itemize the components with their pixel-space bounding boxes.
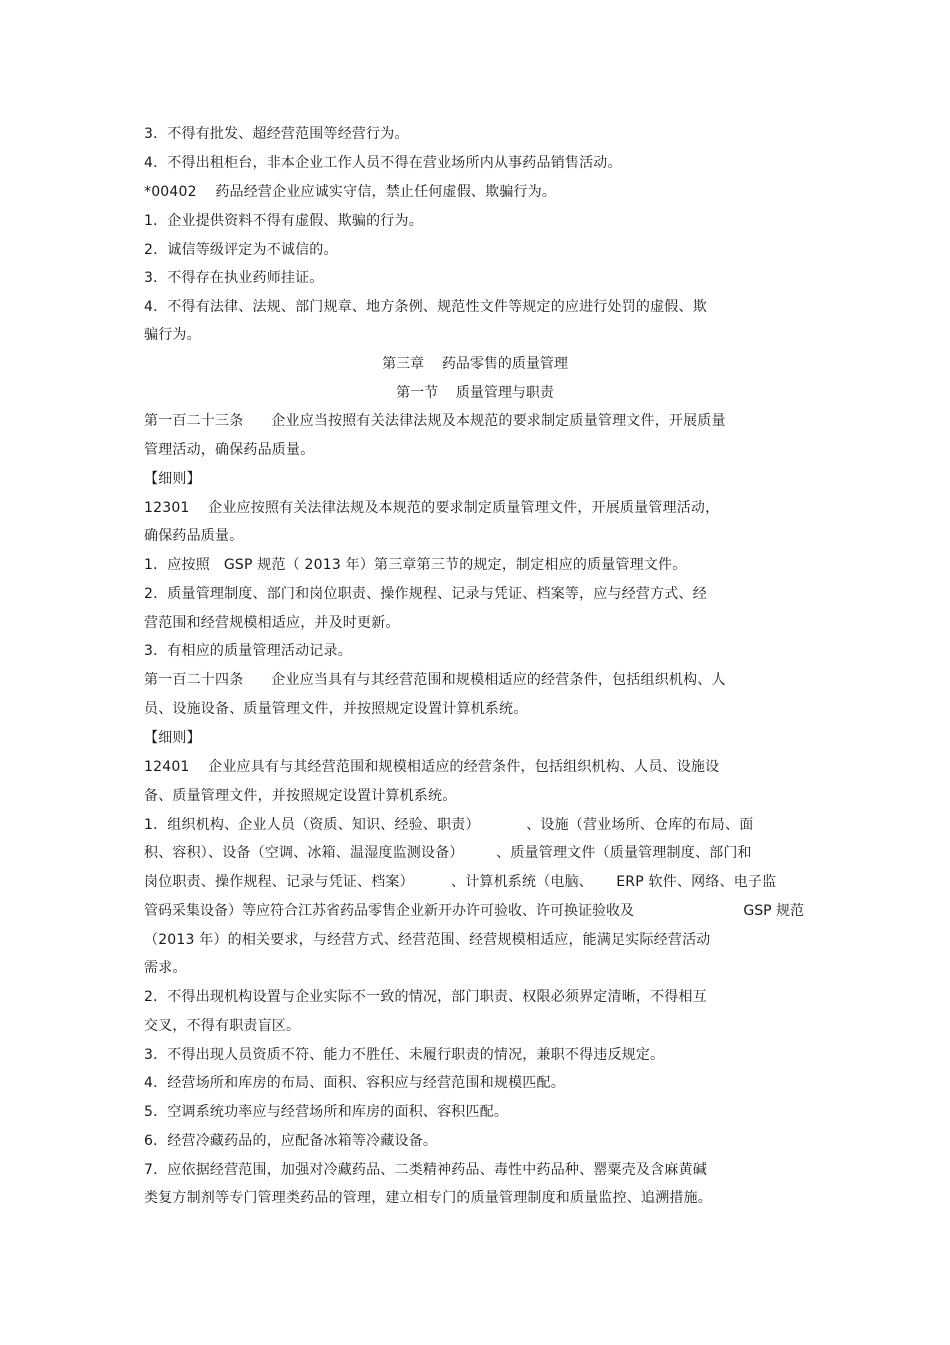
text-line: 2．不得出现机构设置与企业实际不一致的情况，部门职责、权限必须界定清晰，不得相互 — [144, 989, 707, 1005]
text-line: 类复方制剂等专门管理类药品的管理，建立相专门的质量管理制度和质量监控、追溯措施。 — [144, 1190, 712, 1206]
text-line: 5．空调系统功率应与经营场所和库房的面积、容积匹配。 — [144, 1104, 509, 1120]
text-line: 4．经营场所和库房的布局、面积、容积应与经营范围和规模匹配。 — [144, 1075, 565, 1091]
text-line: 1．企业提供资料不得有虚假、欺骗的行为。 — [144, 213, 423, 229]
text-line: 骗行为。 — [144, 327, 201, 343]
text-line: 3．不得有批发、超经营范围等经营行为。 — [144, 126, 409, 142]
text-line: 2．诚信等级评定为不诚信的。 — [144, 242, 338, 258]
text-line: 4．不得有法律、法规、部门规章、地方条例、规范性文件等规定的应进行处罚的虚假、欺 — [144, 299, 707, 315]
text-line: 第一百二十三条 企业应当按照有关法律法规及本规范的要求制定质量管理文件，开展质量 — [144, 413, 726, 429]
text-line: 备、质量管理文件，并按照规定设置计算机系统。 — [144, 788, 457, 804]
text-line: 12301 企业应按照有关法律法规及本规范的要求制定质量管理文件，开展质量管理活动， — [144, 500, 720, 516]
text-line: 营范围和经营规模相适应，并及时更新。 — [144, 615, 400, 631]
text-line: 【细则】 — [144, 471, 201, 487]
section-heading: 第一节 质量管理与职责 — [396, 385, 554, 401]
text-line: 7．应依据经营范围，加强对冷藏药品、二类精神药品、毒性中药品种、罂粟壳及含麻黄碱 — [144, 1162, 707, 1178]
text-line: 需求。 — [144, 960, 187, 976]
text-line-right: GSP 规范 — [743, 903, 804, 919]
text-line: 岗位职责、操作规程、记录与凭证、档案） 、计算机系统（电脑、 ERP 软件、网络、电子监 — [144, 874, 777, 890]
text-line-left: 管码采集设备）等应符合江苏省药品零售企业新开办许可验收、许可换证验收及 — [144, 903, 634, 919]
text-line-split — [144, 901, 804, 921]
text-line: 3．不得出现人员资质不符、能力不胜任、未履行职责的情况，兼职不得违反规定。 — [144, 1047, 665, 1063]
text-line: （2013 年）的相关要求，与经营方式、经营范围、经营规模相适应，能满足实际经营活动 — [144, 932, 711, 948]
text-line: 【细则】 — [144, 730, 201, 746]
chapter-heading: 第三章 药品零售的质量管理 — [382, 356, 568, 372]
text-line: 4．不得出租柜台，非本企业工作人员不得在营业场所内从事药品销售活动。 — [144, 155, 622, 171]
text-line: 12401 企业应具有与其经营范围和规模相适应的经营条件，包括组织机构、人员、设施设 — [144, 759, 720, 775]
text-line: 3．有相应的质量管理活动记录。 — [144, 643, 352, 659]
text-line: 3．不得存在执业药师挂证。 — [144, 270, 324, 286]
text-line: 管理活动，确保药品质量。 — [144, 442, 315, 458]
text-line: 交叉，不得有职责盲区。 — [144, 1018, 301, 1034]
text-line: 第一百二十四条 企业应当具有与其经营范围和规模相适应的经营条件，包括组织机构、人 — [144, 672, 726, 688]
text-line: *00402 药品经营企业应诚实守信，禁止任何虚假、欺骗行为。 — [144, 184, 557, 200]
text-line: 1．应按照 GSP 规范（ 2013 年）第三章第三节的规定，制定相应的质量管理文件。 — [144, 557, 687, 573]
text-line: 6．经营冷藏药品的，应配备冰箱等冷藏设备。 — [144, 1133, 438, 1149]
text-line: 积、容积）、设备（空调、冰箱、温湿度监测设备） 、质量管理文件（质量管理制度、部门和 — [144, 845, 752, 861]
text-line: 2．质量管理制度、部门和岗位职责、操作规程、记录与凭证、档案等，应与经营方式、经 — [144, 586, 707, 602]
text-line: 确保药品质量。 — [144, 528, 244, 544]
text-line: 1．组织机构、企业人员（资质、知识、经验、职责） 、设施（营业场所、仓库的布局、面 — [144, 817, 754, 833]
text-line: 员、设施设备、质量管理文件，并按照规定设置计算机系统。 — [144, 701, 528, 717]
